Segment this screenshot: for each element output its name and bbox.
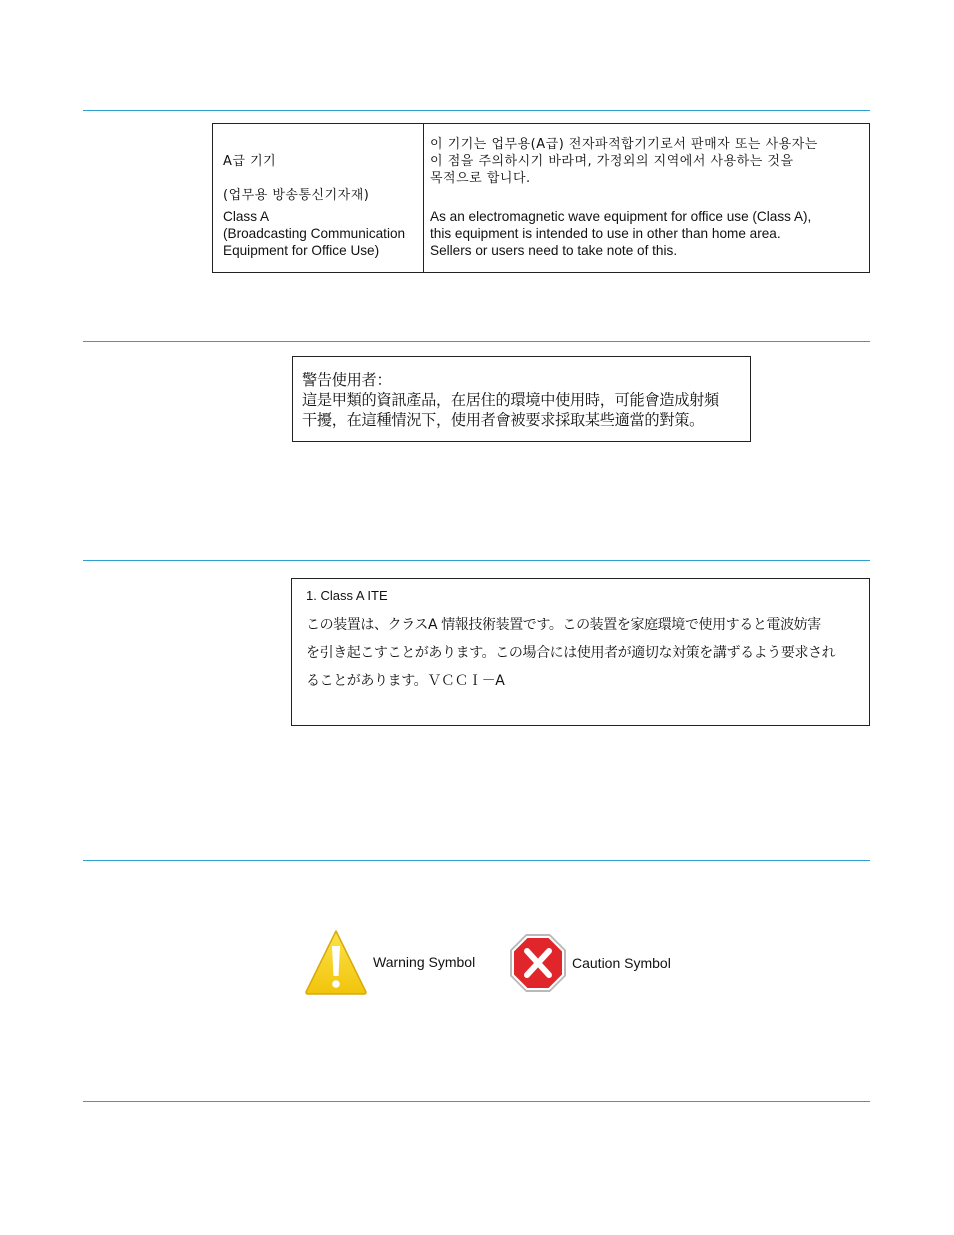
korea-table-right-column xyxy=(424,124,869,272)
korea-class-label-kr xyxy=(223,136,423,203)
section-divider-1 xyxy=(83,110,870,111)
section-divider-2 xyxy=(83,341,870,342)
section-divider-3 xyxy=(83,560,870,561)
warning-triangle-icon xyxy=(303,928,369,996)
korea-notice-kr: 이 기기는 업무용(A급) 전자파적합기기로서 판매자 또는 사용자는 이 점을 주의하시기 바라며, 가정외의 지역에서 사용하는 것을 목적으로 합니다. xyxy=(430,137,818,186)
taiwan-warning-box xyxy=(292,356,751,442)
japan-vcci-line3: ることがあります。ＶＣＣＩ－A xyxy=(306,673,505,689)
korea-class-label-kr-line1: A급 기기 xyxy=(223,154,277,169)
taiwan-warning-line2: 干擾，在這種情況下，使用者會被要求採取某些適當的對策。 xyxy=(302,411,704,429)
japan-vcci-line1: この装置は、クラスA 情報技術装置です。この装置を家庭環境で使用すると電波妨害 xyxy=(306,617,821,633)
warning-symbol-label: Warning Symbol xyxy=(373,954,476,970)
korea-notice-en: As an electromagnetic wave equipment for office use (Class A), this equipment is intended to use in other than home area. Sellers or users need to take note of this. xyxy=(430,209,812,258)
korea-class-label-en: Class A (Broadcasting Communication Equipment for Office Use) xyxy=(223,209,406,258)
taiwan-warning-heading: 警告使用者： xyxy=(302,371,392,389)
korea-class-a-table xyxy=(212,123,870,273)
japan-vcci-title: 1. Class A ITE xyxy=(306,588,388,603)
korea-table-left-column xyxy=(213,124,424,272)
japan-vcci-line2: を引き起こすことがあります。この場合には使用者が適切な対策を講ずるよう要求され xyxy=(306,645,836,661)
stop-octagon-x-icon xyxy=(508,932,568,994)
caution-symbol-label: Caution Symbol xyxy=(572,955,671,971)
warning-symbol xyxy=(303,928,475,996)
section-divider-5 xyxy=(83,1101,870,1102)
japan-vcci-box xyxy=(291,578,870,726)
korea-class-label-kr-line2: (업무용 방송통신기자재) xyxy=(223,188,370,203)
taiwan-warning-line1: 這是甲類的資訊產品，在居住的環境中使用時，可能會造成射頻 xyxy=(302,391,719,409)
caution-symbol xyxy=(508,932,671,994)
section-divider-4 xyxy=(83,860,870,861)
